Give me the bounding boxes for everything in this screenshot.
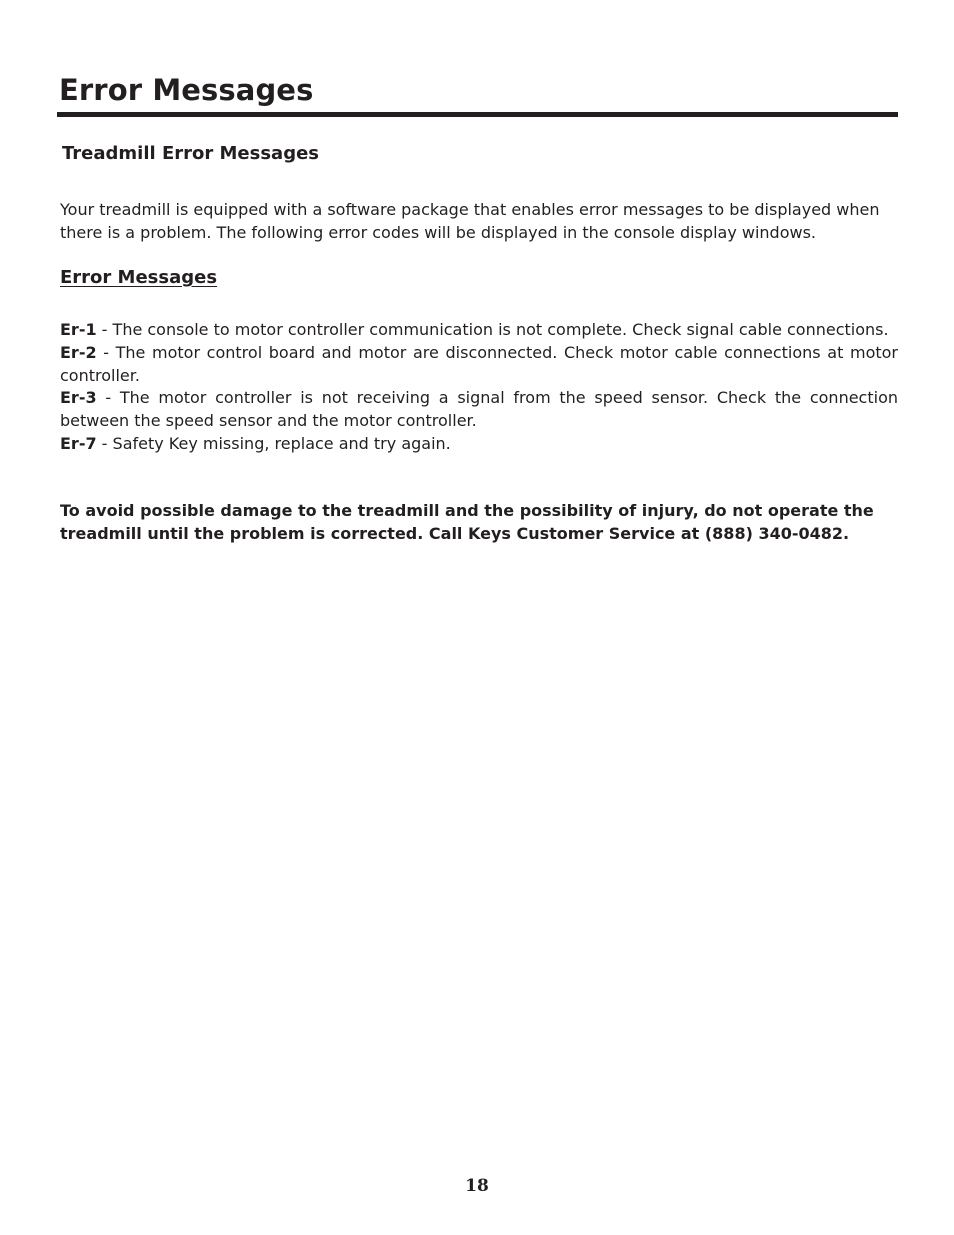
error-item-er2 xyxy=(60,342,898,388)
error-item-er3 xyxy=(60,387,898,433)
intro-paragraph: Your treadmill is equipped with a software package that enables error messages to be displayed when there is a problem. The following error codes will be displayed in the console display windows. xyxy=(60,200,880,242)
error-code: Er-3 xyxy=(60,388,97,408)
page-number: 18 xyxy=(465,1176,489,1196)
error-description: - Safety Key missing, replace and try again. xyxy=(96,433,451,453)
error-code: Er-2 xyxy=(60,342,97,362)
error-messages-subheading: Error Messages xyxy=(60,267,218,288)
error-item-er7 xyxy=(60,433,898,456)
error-code: Er-7 xyxy=(60,433,97,453)
page-title: Error Messages xyxy=(59,73,314,107)
error-description: - The console to motor controller communication is not complete. Check signal cable connections. xyxy=(96,320,889,339)
section-heading: Treadmill Error Messages xyxy=(62,143,320,164)
error-code-list xyxy=(60,319,898,456)
error-code: Er-1 xyxy=(60,320,97,339)
safety-warning: To avoid possible damage to the treadmill and the possibility of injury, do not operate the treadmill until the problem is corrected. Call Keys Customer Service at (888) 340-0482. xyxy=(60,501,874,543)
error-description: - The motor control board and motor are disconnected. Check motor cable connections at motor controller. xyxy=(60,342,898,385)
error-description: - The motor controller is not receiving a signal from the speed sensor. Check the connection between the speed sensor and the motor controller. xyxy=(60,388,898,431)
title-divider xyxy=(57,112,898,117)
error-item-er1 xyxy=(60,319,898,342)
